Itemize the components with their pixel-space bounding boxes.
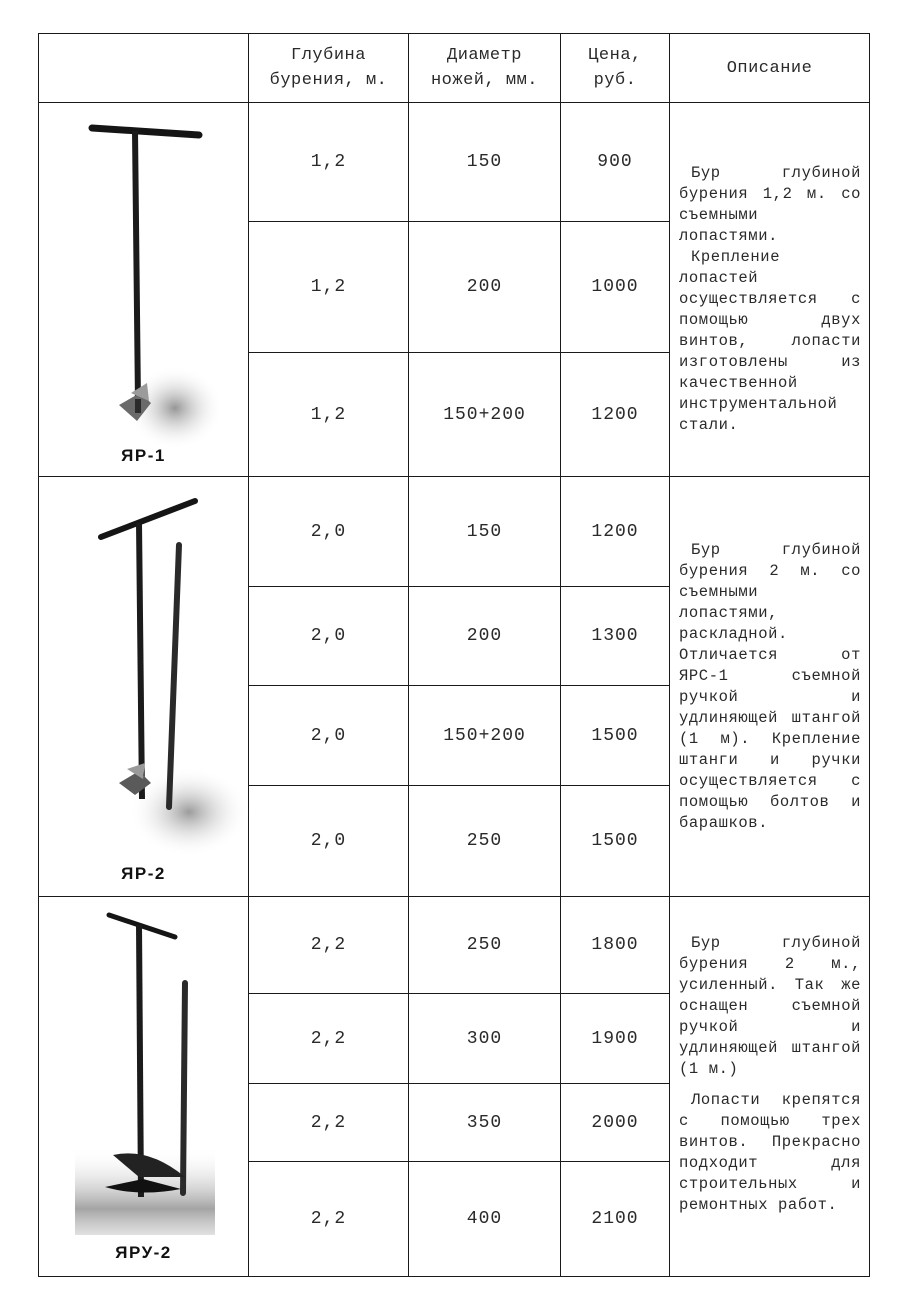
header-price-line2: руб.	[593, 71, 637, 90]
model-label: ЯР-2	[121, 864, 166, 883]
auger-yar1-image	[39, 103, 249, 477]
price-cell: 1000	[561, 222, 670, 353]
product-table	[38, 33, 870, 1277]
price-cell: 1900	[561, 994, 670, 1084]
depth-cell: 1,2	[249, 222, 409, 353]
description-cell	[670, 103, 870, 477]
diameter-cell: 150	[409, 103, 561, 222]
auger-yar2-image	[39, 477, 249, 897]
header-row	[39, 34, 870, 103]
depth-cell: 2,0	[249, 477, 409, 587]
diameter-cell: 200	[409, 587, 561, 686]
diameter-cell: 250	[409, 786, 561, 897]
depth-cell: 2,2	[249, 994, 409, 1084]
diameter-cell: 350	[409, 1084, 561, 1162]
table-row	[39, 103, 870, 222]
model-label: ЯРУ-2	[115, 1243, 172, 1262]
price-cell: 1200	[561, 477, 670, 587]
depth-cell: 2,2	[249, 1162, 409, 1277]
price-cell: 1500	[561, 786, 670, 897]
diameter-cell: 150+200	[409, 353, 561, 477]
product-image-cell	[39, 897, 249, 1277]
price-cell: 2100	[561, 1162, 670, 1277]
header-diameter-line2: ножей, мм.	[430, 71, 539, 90]
header-depth-line1: Глубина	[291, 46, 366, 65]
product-image-cell	[39, 477, 249, 897]
header-diameter-line1: Диаметр	[447, 46, 522, 65]
description-paragraph: Бур глубиной бурения 2 м. со съемными лопастями, раскладной. Отличается от ЯРС-1 съемной ручкой и удлиняющей штангой (1 м). Крепление штанги и ручки осуществляется с помощью болтов и барашков.	[679, 541, 861, 832]
price-cell: 1500	[561, 686, 670, 786]
description-paragraph: Бур глубиной бурения 1,2 м. со съемными лопастями.	[679, 164, 861, 245]
description-cell	[670, 477, 870, 897]
depth-cell: 2,2	[249, 897, 409, 994]
description-cell	[670, 897, 870, 1277]
model-label: ЯР-1	[121, 446, 166, 465]
auger-yaru2-image	[39, 897, 249, 1279]
diameter-cell: 400	[409, 1162, 561, 1277]
table-row	[39, 897, 870, 994]
diameter-cell: 300	[409, 994, 561, 1084]
depth-cell: 2,0	[249, 587, 409, 686]
header-price	[561, 34, 670, 103]
depth-cell: 2,2	[249, 1084, 409, 1162]
diameter-cell: 150	[409, 477, 561, 587]
description-paragraph: Крепление лопастей осуществляется с помощью двух винтов, лопасти изготовлены из качественной инструментальной стали.	[679, 248, 861, 434]
header-description: Описание	[670, 34, 870, 103]
description-paragraph: Лопасти крепятся с помощью трех винтов. Прекрасно подходит для строительных и ремонтных работ.	[679, 1091, 861, 1214]
product-image-cell	[39, 103, 249, 477]
diameter-cell: 250	[409, 897, 561, 994]
description-paragraph: Бур глубиной бурения 2 м., усиленный. Так же оснащен съемной ручкой и удлиняющей штангой (1 м.)	[679, 934, 861, 1078]
header-price-line1: Цена,	[588, 46, 642, 65]
diameter-cell: 200	[409, 222, 561, 353]
table-row	[39, 477, 870, 587]
price-cell: 1800	[561, 897, 670, 994]
header-depth-line2: бурения, м.	[269, 71, 388, 90]
depth-cell: 2,0	[249, 786, 409, 897]
diameter-cell: 150+200	[409, 686, 561, 786]
price-cell: 1300	[561, 587, 670, 686]
price-cell: 1200	[561, 353, 670, 477]
depth-cell: 1,2	[249, 353, 409, 477]
header-depth	[249, 34, 409, 103]
depth-cell: 1,2	[249, 103, 409, 222]
header-diameter	[409, 34, 561, 103]
depth-cell: 2,0	[249, 686, 409, 786]
price-cell: 900	[561, 103, 670, 222]
header-corner	[39, 34, 249, 103]
price-cell: 2000	[561, 1084, 670, 1162]
